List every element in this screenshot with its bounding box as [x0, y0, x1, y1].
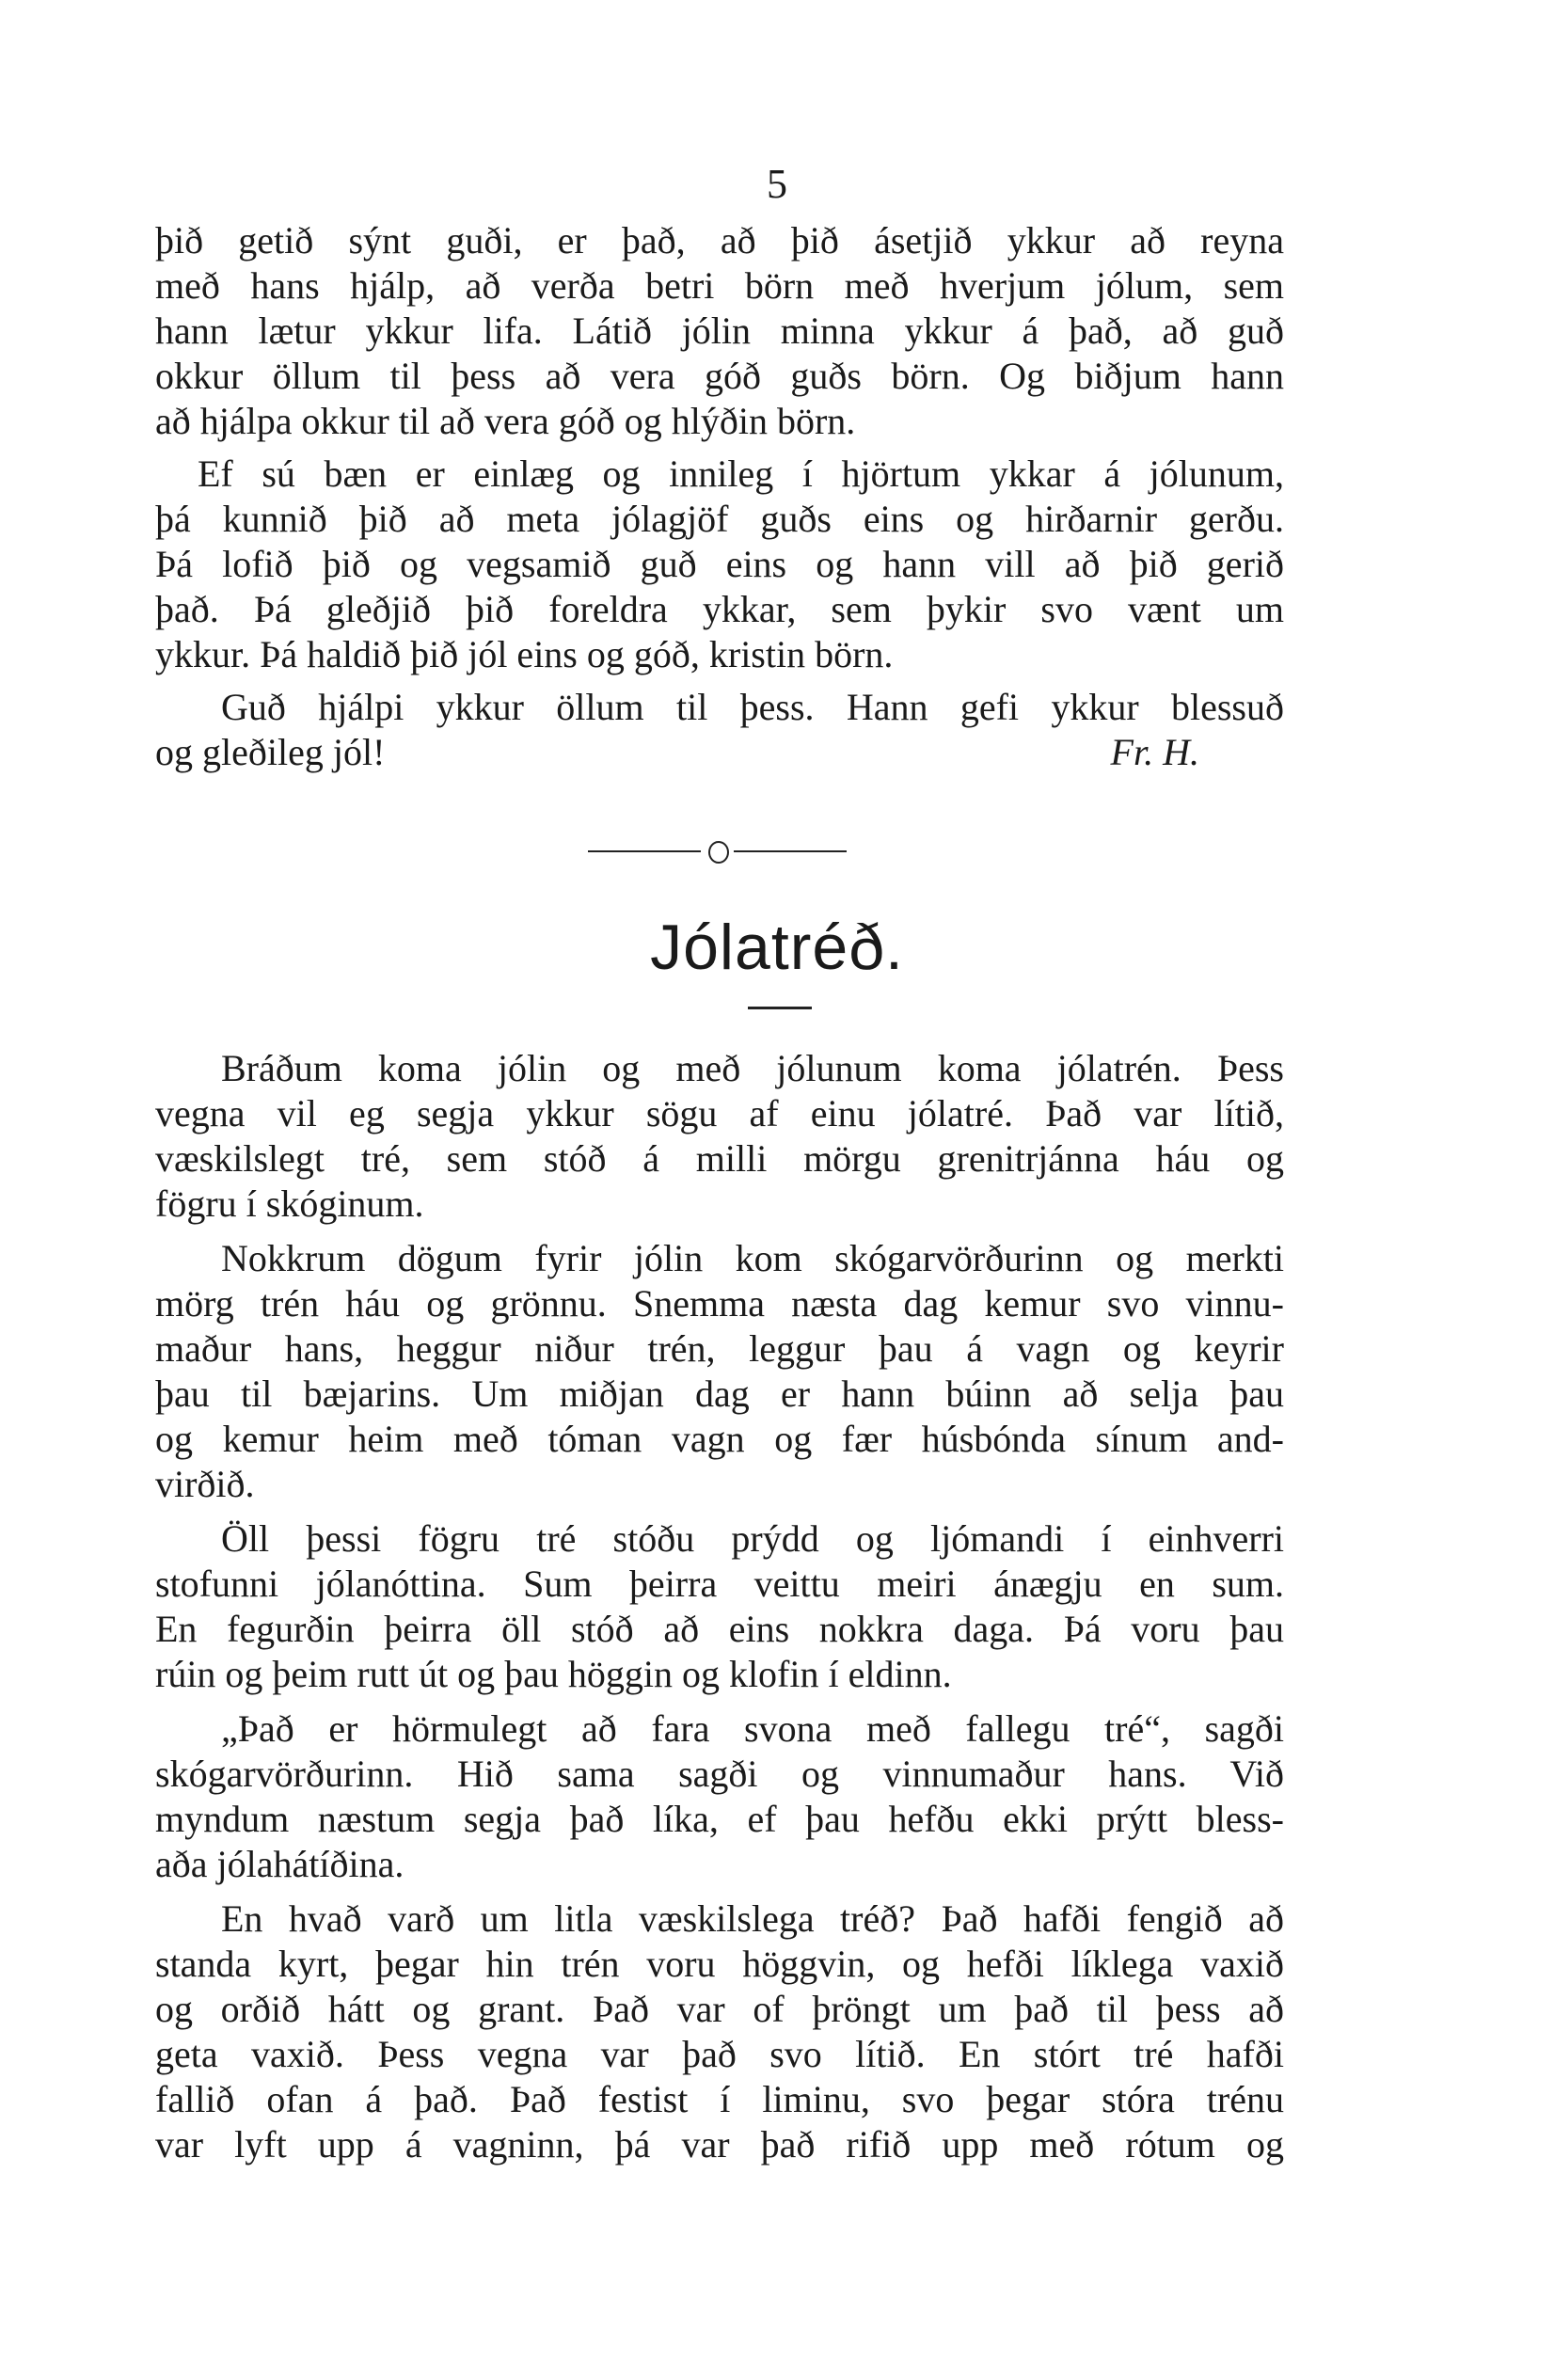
page-number: 5: [767, 161, 787, 207]
text-line: og gleðileg jól!: [155, 731, 386, 773]
text-line: þið getið sýnt guði, er það, að þið ásetjið ykkur að reyna: [155, 219, 1284, 262]
heading-underline: [748, 1007, 812, 1009]
text-line: mörg trén háu og grönnu. Snemma næsta dag kemur svo vinnu-: [155, 1282, 1284, 1325]
text-line: væskilslegt tré, sem stóð á milli mörgu grenitrjánna háu og: [155, 1137, 1284, 1180]
text-line: aða jólahátíðina.: [155, 1843, 404, 1885]
text-line: stofunni jólanóttina. Sum þeirra veittu meiri ánægju en sum.: [155, 1563, 1284, 1605]
text-line: Öll þessi fögru tré stóðu prýdd og ljómandi í einhverri: [221, 1517, 1284, 1560]
text-line: geta vaxið. Þess vegna var það svo lítið. En stórt tré hafði: [155, 2033, 1284, 2075]
text-line: það. Þá gleðjið þið foreldra ykkar, sem þykir svo vænt um: [155, 588, 1284, 630]
text-line: „Það er hörmulegt að fara svona með fallegu tré“, sagði: [221, 1707, 1284, 1750]
text-line: fallið ofan á það. Það festist í liminu, svo þegar stóra trénu: [155, 2078, 1284, 2120]
text-line: Þá lofið þið og vegsamið guð eins og hann vill að þið gerið: [155, 543, 1284, 585]
text-line: og orðið hátt og grant. Það var of þröngt um það til þess að: [155, 1988, 1284, 2030]
text-line: maður hans, heggur niður trén, leggur þau á vagn og keyrir: [155, 1327, 1284, 1370]
text-line: fögru í skóginum.: [155, 1182, 424, 1225]
text-line: okkur öllum til þess að vera góð guðs börn. Og biðjum hann: [155, 355, 1284, 397]
text-line: hann lætur ykkur lifa. Látið jólin minna ykkur á það, að guð: [155, 309, 1284, 352]
text-line: Nokkrum dögum fyrir jólin kom skógarvörðurinn og merkti: [221, 1237, 1284, 1279]
text-line: Ef sú bæn er einlæg og innileg í hjörtum ykkar á jólunum,: [198, 452, 1284, 495]
signature: Fr. H.: [1110, 731, 1199, 773]
text-line-with-signature: [155, 730, 1284, 775]
text-line: að hjálpa okkur til að vera góð og hlýðin börn.: [155, 400, 856, 442]
text-line: og kemur heim með tóman vagn og fær húsbónda sínum and-: [155, 1418, 1284, 1460]
text-line: myndum næstum segja það líka, ef þau hefðu ekki prýtt bless-: [155, 1798, 1284, 1840]
divider-ornament: [708, 841, 729, 864]
text-line: skógarvörðurinn. Hið sama sagði og vinnumaður hans. Við: [155, 1753, 1284, 1795]
divider-rule-left: [588, 850, 701, 852]
text-line: þá kunnið þið að meta jólagjöf guðs eins og hirðarnir gerðu.: [155, 498, 1284, 540]
text-line: standa kyrt, þegar hin trén voru höggvin, og hefði líklega vaxið: [155, 1943, 1284, 1985]
text-line: Bráðum koma jólin og með jólunum koma jólatrén. Þess: [221, 1047, 1284, 1089]
text-line: En hvað varð um litla væskilslega tréð? Það hafði fengið að: [221, 1897, 1284, 1940]
text-line: var lyft upp á vagninn, þá var það rifið upp með rótum og: [155, 2123, 1284, 2166]
text-line: virðið.: [155, 1463, 255, 1505]
text-line: þau til bæjarins. Um miðjan dag er hann búinn að selja þau: [155, 1372, 1284, 1415]
text-line: ykkur. Þá haldið þið jól eins og góð, kristin börn.: [155, 633, 894, 675]
section-divider: [588, 830, 847, 867]
text-line: rúin og þeim rutt út og þau höggin og klofin í eldinn.: [155, 1653, 952, 1695]
text-line: með hans hjálp, að verða betri börn með hverjum jólum, sem: [155, 264, 1284, 307]
text-line: En fegurðin þeirra öll stóð að eins nokkra daga. Þá voru þau: [155, 1608, 1284, 1650]
divider-rule-right: [734, 850, 847, 852]
text-line: Guð hjálpi ykkur öllum til þess. Hann gefi ykkur blessuð: [221, 686, 1284, 728]
text-line: vegna vil eg segja ykkur sögu af einu jólatré. Það var lítið,: [155, 1092, 1284, 1134]
article-heading: Jólatréð.: [650, 912, 904, 983]
